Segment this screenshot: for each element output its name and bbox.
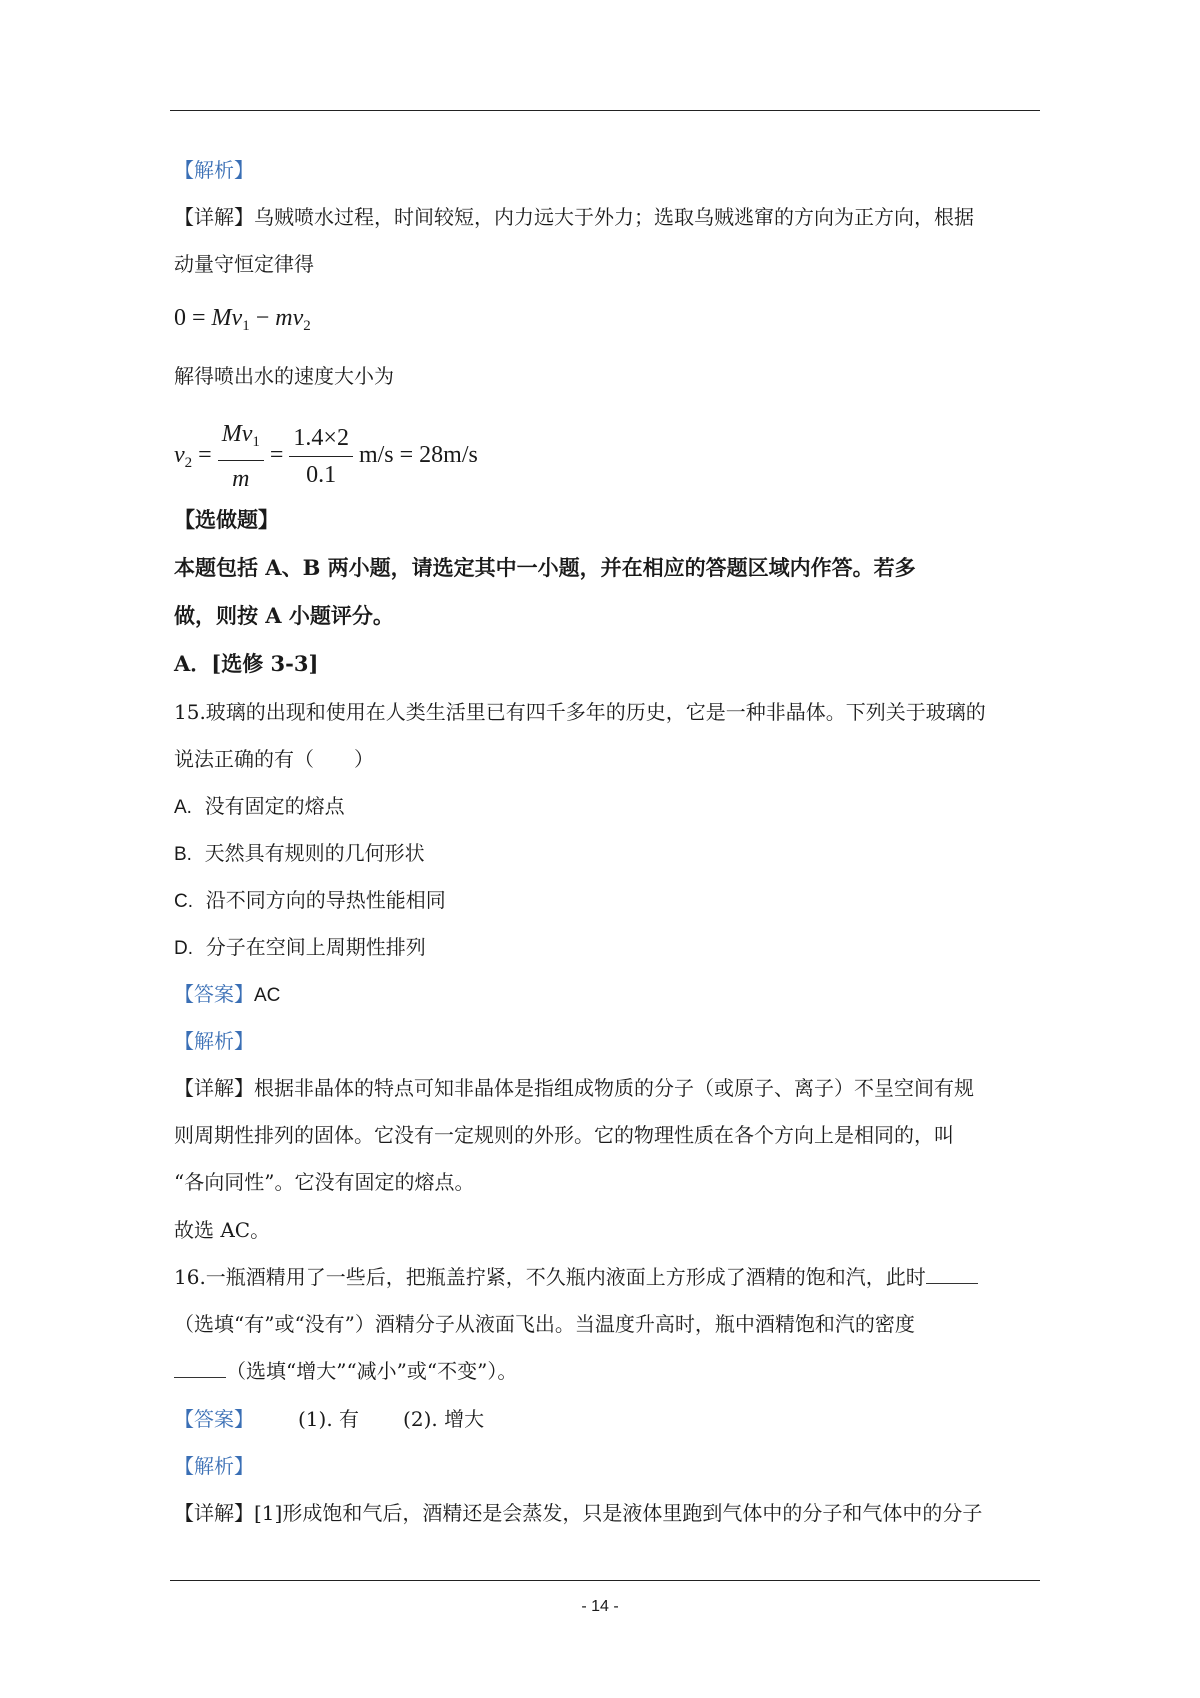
q15-answer: 【答案】AC [174, 982, 281, 1006]
velocity-equation: $v_2$ = $\frac{Mv_1}{m}$ = $\frac{1.4\times 2}{0.1}$ m/s = 28m/s [174, 418, 478, 495]
page-number: - 14 - [581, 1598, 619, 1615]
q16-jiexi-heading: 【解析】 [174, 1454, 254, 1478]
footer-rule [170, 1580, 1040, 1581]
q15-xiangjie-line-1: 【详解】根据非晶体的特点可知非晶体是指组成物质的分子（或原子、离子）不呈空间有规 [174, 1076, 974, 1100]
q15-option-d: D. 分子在空间上周期性排列 [174, 935, 426, 959]
q16-answer: 【答案】 (1). 有 (2). 增大 [174, 1407, 485, 1431]
q14-solve-text: 解得喷出水的速度大小为 [174, 364, 394, 388]
fraction-symbolic: $\frac{Mv_1}{m}$ [218, 418, 264, 495]
answer-blank [926, 1265, 978, 1284]
q15-stem-2: 说法正确的有（ ） [174, 747, 374, 771]
xiangjie-text: 乌贼喷水过程，时间较短，内力远大于外力；选取乌贼逃窜的方向为正方向，根据 [254, 205, 974, 229]
q14-jiexi-heading: 【解析】 [174, 158, 254, 182]
header-rule [170, 110, 1040, 111]
q15-option-c: C. 沿不同方向的导热性能相同 [174, 888, 446, 912]
q15-option-b: B. 天然具有规则的几何形状 [174, 841, 425, 865]
answer-blank [174, 1359, 226, 1378]
part-a-heading: A．[选修 3-3] [174, 651, 319, 676]
fraction-numeric: $\frac{1.4\times 2}{0.1}$ [289, 422, 353, 491]
xiangjie-tag: 【详解】 [174, 205, 254, 229]
q15-option-a: A. 没有固定的熔点 [174, 794, 345, 818]
q14-xiangjie-line-2: 动量守恒定律得 [174, 252, 314, 276]
q16-stem-3: （选填“增大”“减小”或“不变”）。 [174, 1357, 517, 1385]
q15-jiexi-heading: 【解析】 [174, 1029, 254, 1053]
elective-desc-2: 做，则按 A 小题评分。 [174, 603, 394, 628]
q14-xiangjie-line-1 [174, 203, 974, 231]
momentum-equation: $0 = Mv_1 - mv_2$ [174, 305, 311, 334]
q16-stem-2: （选填“有”或“没有”）酒精分子从液面飞出。当温度升高时，瓶中酒精饱和汽的密度 [174, 1312, 915, 1336]
q15-stem-1: 15.玻璃的出现和使用在人类生活里已有四千多年的历史，它是一种非晶体。下列关于玻璃的 [174, 700, 986, 724]
q15-xiangjie-line-3: “各向同性”。它没有固定的熔点。 [174, 1170, 475, 1194]
q16-xiangjie-line-1: 【详解】[1]形成饱和气后，酒精还是会蒸发，只是液体里跑到气体中的分子和气体中的分子 [174, 1501, 983, 1525]
elective-title: 【选做题】 [174, 507, 279, 532]
q15-xiangjie-line-2: 则周期性排列的固体。它没有一定规则的外形。它的物理性质在各个方向上是相同的，叫 [174, 1123, 954, 1147]
elective-desc-1: 本题包括 A、B 两小题，请选定其中一小题，并在相应的答题区域内作答。若多 [174, 555, 916, 580]
q15-conclusion: 故选 AC。 [174, 1218, 271, 1242]
q16-stem-1: 16.一瓶酒精用了一些后，把瓶盖拧紧，不久瓶内液面上方形成了酒精的饱和汽，此时 [174, 1263, 978, 1291]
